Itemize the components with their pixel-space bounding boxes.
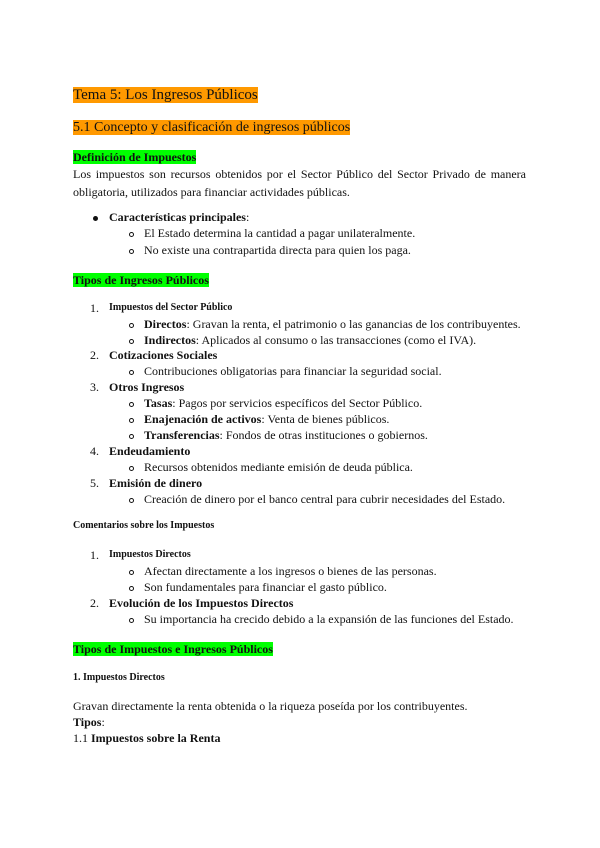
bullet-circle-icon <box>129 370 134 375</box>
tipos-list-item <box>90 476 203 491</box>
sub-item-bold: Indirectos <box>144 333 196 347</box>
list-number: 5. <box>90 476 99 490</box>
sub-item-text: : Venta de bienes públicos. <box>261 412 390 426</box>
list-number: 2. <box>90 348 99 362</box>
bullet-circle-icon <box>129 339 134 344</box>
page-title <box>73 87 258 104</box>
sub-item-text: Recursos obtenidos mediante emisión de deuda pública. <box>144 460 413 474</box>
sub-item-text: Contribuciones obligatorias para financiar la seguridad social. <box>144 364 442 378</box>
page-title-text: Tema 5: Los Ingresos Públicos <box>73 87 258 103</box>
list-number: 2. <box>90 596 99 610</box>
sub-item-text: Su importancia ha crecido debido a la expansión de las funciones del Estado. <box>144 612 514 626</box>
bullet-circle-icon <box>129 418 134 423</box>
caracteristica-text: El Estado determina la cantidad a pagar unilateralmente. <box>144 226 416 240</box>
comentarios-list-item <box>90 596 294 611</box>
sub-item-text: : Fondos de otras instituciones o gobiernos. <box>219 428 428 442</box>
section-title <box>73 120 350 136</box>
sub-item-text: : Aplicados al consumo o las transacciones (como el IVA). <box>195 333 477 347</box>
comentarios-sub-item <box>129 580 387 595</box>
sub-item-bold: Tasas <box>144 396 173 410</box>
impuestos-directos-subheading: 1. Impuestos Directos <box>73 672 165 683</box>
caracteristica-item <box>129 243 411 258</box>
bullet-circle-icon <box>129 570 134 575</box>
tipos-impuestos-heading-text: Tipos de Impuestos e Ingresos Públicos <box>73 642 273 656</box>
tipos-list-item <box>90 444 191 459</box>
tipos-sub-item <box>129 317 521 332</box>
list-item-title: Impuestos del Sector Público <box>109 302 233 313</box>
section-title-text: 5.1 Concepto y clasificación de ingresos públicos <box>73 120 351 135</box>
list-item-title: Impuestos Directos <box>109 549 191 560</box>
list-number: 3. <box>90 380 99 394</box>
impuestos-directos-text: Gravan directamente la renta obtenida o la riqueza poseída por los contribuyentes. <box>73 699 468 713</box>
list-item-title: Endeudamiento <box>109 444 191 458</box>
list-item-title: Emisión de dinero <box>109 476 203 490</box>
bullet-circle-icon <box>129 618 134 623</box>
caracteristicas-label: Características principales <box>109 210 246 224</box>
sub-item-bold: Directos <box>144 317 187 331</box>
tipos-list-item <box>90 380 185 395</box>
sub-item-text: : Pagos por servicios específicos del Sector Público. <box>172 396 423 410</box>
bullet-circle-icon <box>129 249 134 254</box>
sub-item-text: Afectan directamente a los ingresos o bienes de las personas. <box>144 564 437 578</box>
tipos-sub-item <box>129 364 442 379</box>
comentarios-sub-item <box>129 612 514 627</box>
tipos-sub-item <box>129 428 428 443</box>
item-number: 1.1 <box>73 731 88 745</box>
sub-item-text: Creación de dinero por el banco central para cubrir necesidades del Estado. <box>144 492 506 506</box>
item-title: Impuestos sobre la Renta <box>91 731 221 745</box>
caracteristica-text: No existe una contrapartida directa para quien los paga. <box>144 243 411 257</box>
tipos-heading <box>73 273 209 288</box>
bullet-circle-icon <box>129 498 134 503</box>
tipos-label <box>73 715 105 730</box>
tipos-label-colon: : <box>101 715 105 729</box>
list-item-title: Cotizaciones Sociales <box>109 348 218 362</box>
tipos-sub-item <box>129 412 389 427</box>
caracteristicas-item <box>93 210 250 225</box>
caracteristica-item <box>129 226 415 241</box>
bullet-dot-icon <box>93 216 98 221</box>
bullet-circle-icon <box>129 402 134 407</box>
list-number: 1. <box>90 548 99 562</box>
bullet-circle-icon <box>129 232 134 237</box>
bullet-circle-icon <box>129 434 134 439</box>
impuestos-renta-item <box>73 731 220 746</box>
tipos-list-item <box>90 348 218 363</box>
sub-item-bold: Enajenación de activos <box>144 412 262 426</box>
definicion-heading <box>73 150 196 165</box>
bullet-circle-icon <box>129 323 134 328</box>
tipos-sub-item <box>129 492 505 507</box>
bullet-circle-icon <box>129 586 134 591</box>
definicion-paragraph: Los impuestos son recursos obtenidos por el Sector Público del Sector Privado de manera obligatoria, utilizados para financiar actividades públicas. <box>73 167 526 199</box>
sub-item-bold: Transferencias <box>144 428 220 442</box>
list-number: 4. <box>90 444 99 458</box>
tipos-sub-item <box>129 396 422 411</box>
sub-item-text: : Gravan la renta, el patrimonio o las ganancias de los contribuyentes. <box>186 317 521 331</box>
tipos-heading-text: Tipos de Ingresos Públicos <box>73 273 209 287</box>
caracteristicas-colon: : <box>245 210 250 224</box>
tipos-list-item <box>90 301 233 316</box>
tipos-sub-item <box>129 333 476 348</box>
sub-item-text: Son fundamentales para financiar el gasto público. <box>144 580 387 594</box>
bullet-circle-icon <box>129 466 134 471</box>
comentarios-sub-item <box>129 564 437 579</box>
tipos-impuestos-heading <box>73 642 273 657</box>
comentarios-list-item <box>90 548 191 563</box>
list-number: 1. <box>90 301 99 315</box>
definicion-heading-text: Definición de Impuestos <box>73 150 197 164</box>
list-item-title: Otros Ingresos <box>109 380 185 394</box>
tipos-label-text: Tipos <box>73 715 102 729</box>
list-item-title: Evolución de los Impuestos Directos <box>109 596 294 610</box>
comentarios-heading: Comentarios sobre los Impuestos <box>73 520 215 531</box>
tipos-sub-item <box>129 460 413 475</box>
